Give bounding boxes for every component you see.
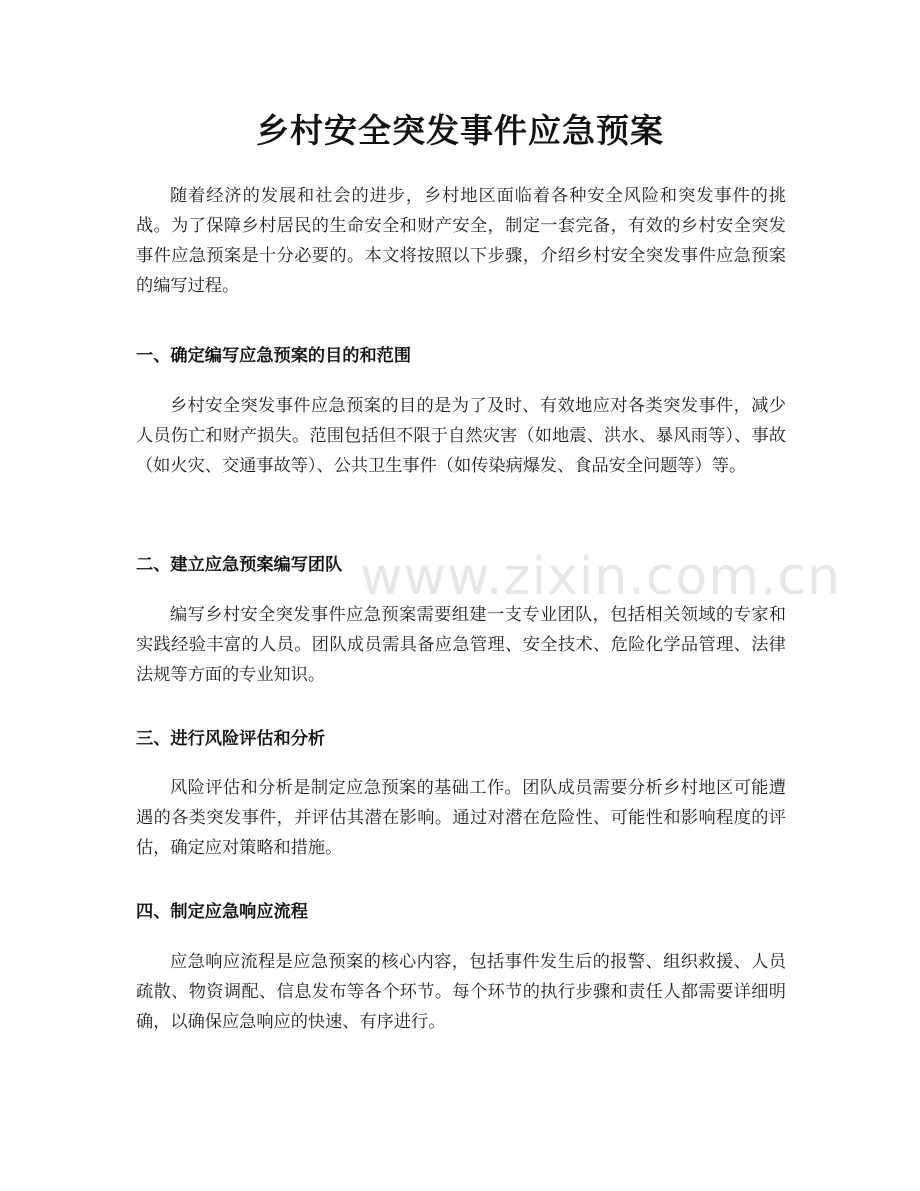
- section-heading-4: 四、制定应急响应流程: [136, 902, 308, 922]
- document-title: 乡村安全突发事件应急预案: [256, 111, 664, 150]
- section-heading-1: 一、确定编写应急预案的目的和范围: [136, 346, 412, 366]
- section-body-1: 乡村安全突发事件应急预案的目的是为了及时、有效地应对各类突发事件，减少人员伤亡和财产损失。范围包括但不限于自然灾害（如地震、洪水、暴风雨等）、事故（如火灾、交通事故等）、公共卫生事件（如传染病爆发、食品安全问题等）等。: [136, 396, 786, 476]
- section-body-3: 风险评估和分析是制定应急预案的基础工作。团队成员需要分析乡村地区可能遭遇的各类突发事件，并评估其潜在影响。通过对潜在危险性、可能性和影响程度的评估，确定应对策略和措施。: [136, 778, 786, 858]
- section-heading-3: 三、进行风险评估和分析: [136, 729, 326, 749]
- watermark-text: www.zixin.com.cn: [360, 547, 841, 607]
- section-body-4: 应急响应流程是应急预案的核心内容，包括事件发生后的报警、组织救援、人员疏散、物资调配、信息发布等各个环节。每个环节的执行步骤和责任人都需要详细明确，以确保应急响应的快速、有序进行。: [136, 952, 786, 1032]
- intro-paragraph: 随着经济的发展和社会的进步，乡村地区面临着各种安全风险和突发事件的挑战。为了保障乡村居民的生命安全和财产安全，制定一套完备，有效的乡村安全突发事件应急预案是十分必要的。本文将按照以下步骤，介绍乡村安全突发事件应急预案的编写过程。: [136, 186, 786, 296]
- section-heading-2: 二、建立应急预案编写团队: [136, 555, 343, 575]
- section-body-2: 编写乡村安全突发事件应急预案需要组建一支专业团队，包括相关领域的专家和实践经验丰富的人员。团队成员需具备应急管理、安全技术、危险化学品管理、法律法规等方面的专业知识。: [136, 605, 786, 685]
